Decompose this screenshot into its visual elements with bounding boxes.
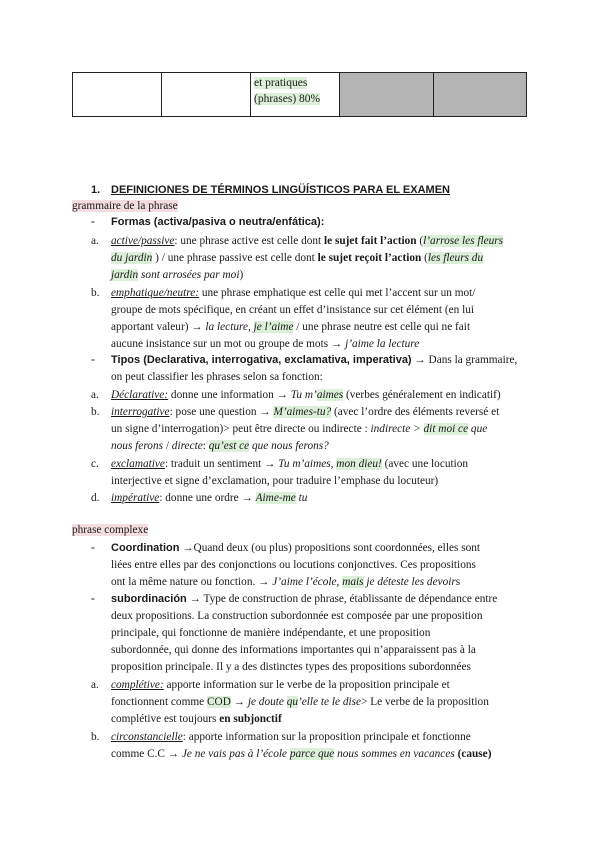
text-run: une phrase emphatique est celle qui met l’accent sur un mot/ bbox=[199, 287, 476, 299]
table-cell bbox=[162, 73, 251, 117]
text-run: que nous ferons? bbox=[249, 440, 329, 452]
text-run: subordinación bbox=[111, 593, 187, 605]
list-marker: a. bbox=[91, 389, 99, 401]
text-run: la lecture, bbox=[205, 321, 254, 333]
list-item-line bbox=[111, 712, 282, 727]
list-item-line bbox=[111, 695, 489, 710]
formas-title: Formas (activa/pasiva o neutra/enfática): bbox=[111, 216, 325, 228]
text-run: : une phrase active est celle dont bbox=[174, 235, 324, 247]
list-item-line bbox=[111, 422, 487, 437]
list-item-line: interjective et signe d’exclamation, pour traduire l’emphase du locuteur) bbox=[111, 475, 439, 487]
list-item bbox=[111, 234, 503, 249]
list-item bbox=[111, 388, 501, 403]
text-run: parce que bbox=[289, 748, 335, 760]
section-label bbox=[72, 199, 178, 214]
table-cell-shaded bbox=[433, 73, 527, 117]
text-run: circonstancielle bbox=[111, 731, 183, 743]
list-item-line bbox=[111, 747, 491, 762]
text-run: du jardin bbox=[111, 252, 153, 264]
text-run: COD bbox=[207, 696, 231, 708]
text-run: : pose une question → bbox=[169, 406, 274, 418]
text-run: Tu m’aimes, bbox=[278, 458, 337, 470]
text-run: aimes bbox=[316, 389, 344, 401]
text-run: exclamative bbox=[111, 458, 165, 470]
text-run: qu bbox=[286, 696, 299, 708]
text-run: j’aime la lecture bbox=[345, 338, 420, 350]
text-run: active/passive bbox=[111, 235, 175, 247]
text-run: ’elle te le dise bbox=[298, 696, 362, 708]
text-run: le sujet fait l’action bbox=[324, 235, 417, 247]
text-run: mon dieu! bbox=[336, 458, 382, 470]
list-item-line: deux propositions. La construction subordonnée est composée par une proposition bbox=[111, 610, 483, 622]
text-run: (cause) bbox=[457, 748, 492, 760]
text-run: > Le verbe de la proposition bbox=[361, 696, 489, 708]
grading-table bbox=[72, 72, 527, 117]
list-item bbox=[111, 491, 307, 506]
text-run: Tipos (Declarativa, interrogativa, exclamativa, imperativa) bbox=[111, 354, 412, 366]
text-run: M’aimes-tu? bbox=[273, 406, 332, 418]
list-marker: b. bbox=[91, 731, 100, 743]
text-run: sont arrosées par moi bbox=[138, 269, 240, 281]
table-cell-shaded bbox=[340, 73, 434, 117]
list-marker: a. bbox=[91, 679, 99, 691]
text-run: (verbes généralement en indicatif) bbox=[343, 389, 501, 401]
text-run: J’aime l’école, bbox=[272, 576, 343, 588]
coordination-item bbox=[111, 541, 480, 556]
text-run: apporte information sur le verbe de la proposition principale et bbox=[163, 679, 450, 691]
list-item-line: groupe de mots spécifique, en créant un effet d’insistance sur cet élément (en lui bbox=[111, 304, 475, 316]
text-run: Tu m’ bbox=[290, 389, 317, 401]
table-cell bbox=[73, 73, 162, 117]
text-run: que bbox=[468, 423, 488, 435]
text-run: Aime-me bbox=[255, 492, 296, 504]
list-item-line: liées entre elles par des conjonctions ou locutions conjonctives. Ces propositions bbox=[111, 559, 476, 571]
list-item-line bbox=[111, 337, 419, 352]
text-run: interrogative bbox=[111, 406, 170, 418]
list-marker: a. bbox=[91, 235, 99, 247]
text-run: Coordination bbox=[111, 542, 180, 554]
text-run: grammaire de la phrase bbox=[72, 200, 178, 212]
text-run: : apporte information sur la proposition principale et fonctionne bbox=[182, 731, 471, 743]
text-run: : traduit un sentiment → bbox=[164, 458, 279, 470]
text-run: → bbox=[230, 696, 248, 708]
text-run: complétive est toujours bbox=[111, 713, 220, 725]
list-marker: c. bbox=[91, 458, 99, 470]
text-run: comme C.C → bbox=[111, 748, 182, 760]
text-run: / une phrase neutre est celle qui ne fait bbox=[293, 321, 471, 333]
text-run: en subjonctif bbox=[219, 713, 282, 725]
list-item bbox=[111, 405, 499, 420]
text-run: ont la même nature ou fonction. → bbox=[111, 576, 273, 588]
list-item bbox=[111, 678, 450, 693]
tipos-title bbox=[111, 353, 517, 368]
text-run: je déteste les devoir bbox=[363, 576, 456, 588]
text-run: phrase complexe bbox=[72, 524, 149, 536]
text-run: →Quand deux (ou plus) propositions sont coordonnées, elles sont bbox=[179, 542, 481, 554]
text-run: nous sommes en vacances bbox=[334, 748, 455, 760]
text-run: qu’est ce bbox=[208, 440, 250, 452]
text-run: → Dans la grammaire, bbox=[411, 354, 518, 366]
text-run: → Type de construction de phrase, établissante de dépendance entre bbox=[186, 593, 498, 605]
text-run: ( bbox=[416, 235, 424, 247]
bullet-dash: - bbox=[91, 216, 95, 228]
list-item bbox=[111, 457, 468, 472]
text-run: : bbox=[202, 440, 209, 452]
text-run: je l’aime bbox=[253, 321, 294, 333]
text-run: s bbox=[455, 576, 461, 588]
text-run: (avec l’ordre des éléments reversé et bbox=[331, 406, 500, 418]
text-run: les fleurs du bbox=[427, 252, 484, 264]
text-run: fonctionnent comme bbox=[111, 696, 207, 708]
list-item bbox=[111, 286, 475, 301]
list-item bbox=[111, 730, 471, 745]
list-item-line: principale, qui fonctionne de manière indépendante, et une proposition bbox=[111, 627, 431, 639]
table-row bbox=[73, 73, 527, 117]
section-label bbox=[72, 523, 148, 538]
text-run: (avec une locution bbox=[381, 458, 469, 470]
heading-title: DEFINICIONES DE TÉRMINOS LINGÜÍSTICOS PARA EL EXAMEN bbox=[111, 184, 450, 196]
text-run: l’arrose les fleurs bbox=[423, 235, 504, 247]
bullet-dash: - bbox=[91, 354, 95, 366]
table-cell bbox=[251, 73, 340, 117]
text-run: : donne une ordre → bbox=[159, 492, 256, 504]
text-run: complétive: bbox=[111, 679, 164, 691]
table-cell-text: et pratiques (phrases) 80% bbox=[254, 77, 321, 105]
text-run: ) / une phrase passive est celle dont bbox=[152, 252, 318, 264]
list-item-line bbox=[111, 320, 470, 335]
text-run: directe bbox=[171, 440, 203, 452]
text-run: ( bbox=[421, 252, 428, 264]
list-item-line bbox=[111, 439, 329, 454]
text-run: emphatique/neutre: bbox=[111, 287, 200, 299]
text-run: / bbox=[163, 440, 172, 452]
text-run: tu bbox=[295, 492, 308, 504]
list-item-line bbox=[111, 268, 243, 283]
text-run: je doute bbox=[247, 696, 287, 708]
list-marker: b. bbox=[91, 406, 100, 418]
text-run: apportant valeur) → bbox=[111, 321, 206, 333]
text-run: jardin bbox=[111, 269, 139, 281]
list-marker: b. bbox=[91, 287, 100, 299]
list-marker: d. bbox=[91, 492, 100, 504]
subordination-item bbox=[111, 592, 497, 607]
text-run: donne une information → bbox=[168, 389, 291, 401]
heading-number: 1. bbox=[91, 184, 101, 196]
text-run: Déclarative: bbox=[111, 389, 169, 401]
text-run: nous ferons bbox=[111, 440, 163, 452]
text-run: impérative bbox=[111, 492, 160, 504]
text-run: dit moi ce bbox=[423, 423, 469, 435]
text-run: un signe d’interrogation)> peut être directe ou indirecte : bbox=[111, 423, 371, 435]
text-run: ) bbox=[239, 269, 244, 281]
text-run: mais bbox=[342, 576, 364, 588]
bullet-dash: - bbox=[91, 593, 95, 605]
list-item-line: subordonnée, qui donne des informations importantes qui n’apparaissent pas à la bbox=[111, 644, 476, 656]
text-run: Je ne vais pas à l’école bbox=[181, 748, 290, 760]
list-item-line bbox=[111, 575, 460, 590]
text-run: le sujet reçoit l’action bbox=[317, 252, 422, 264]
list-item-line: on peut classifier les phrases selon sa fonction: bbox=[111, 371, 323, 383]
list-item-line bbox=[111, 251, 483, 266]
text-run: indirecte > bbox=[370, 423, 424, 435]
text-run: aucune insistance sur un mot ou groupe de mots → bbox=[111, 338, 346, 350]
bullet-dash: - bbox=[91, 542, 95, 554]
list-item-line: proposition principale. Il y a des distinctes types des propositions subordonnées bbox=[111, 661, 471, 673]
